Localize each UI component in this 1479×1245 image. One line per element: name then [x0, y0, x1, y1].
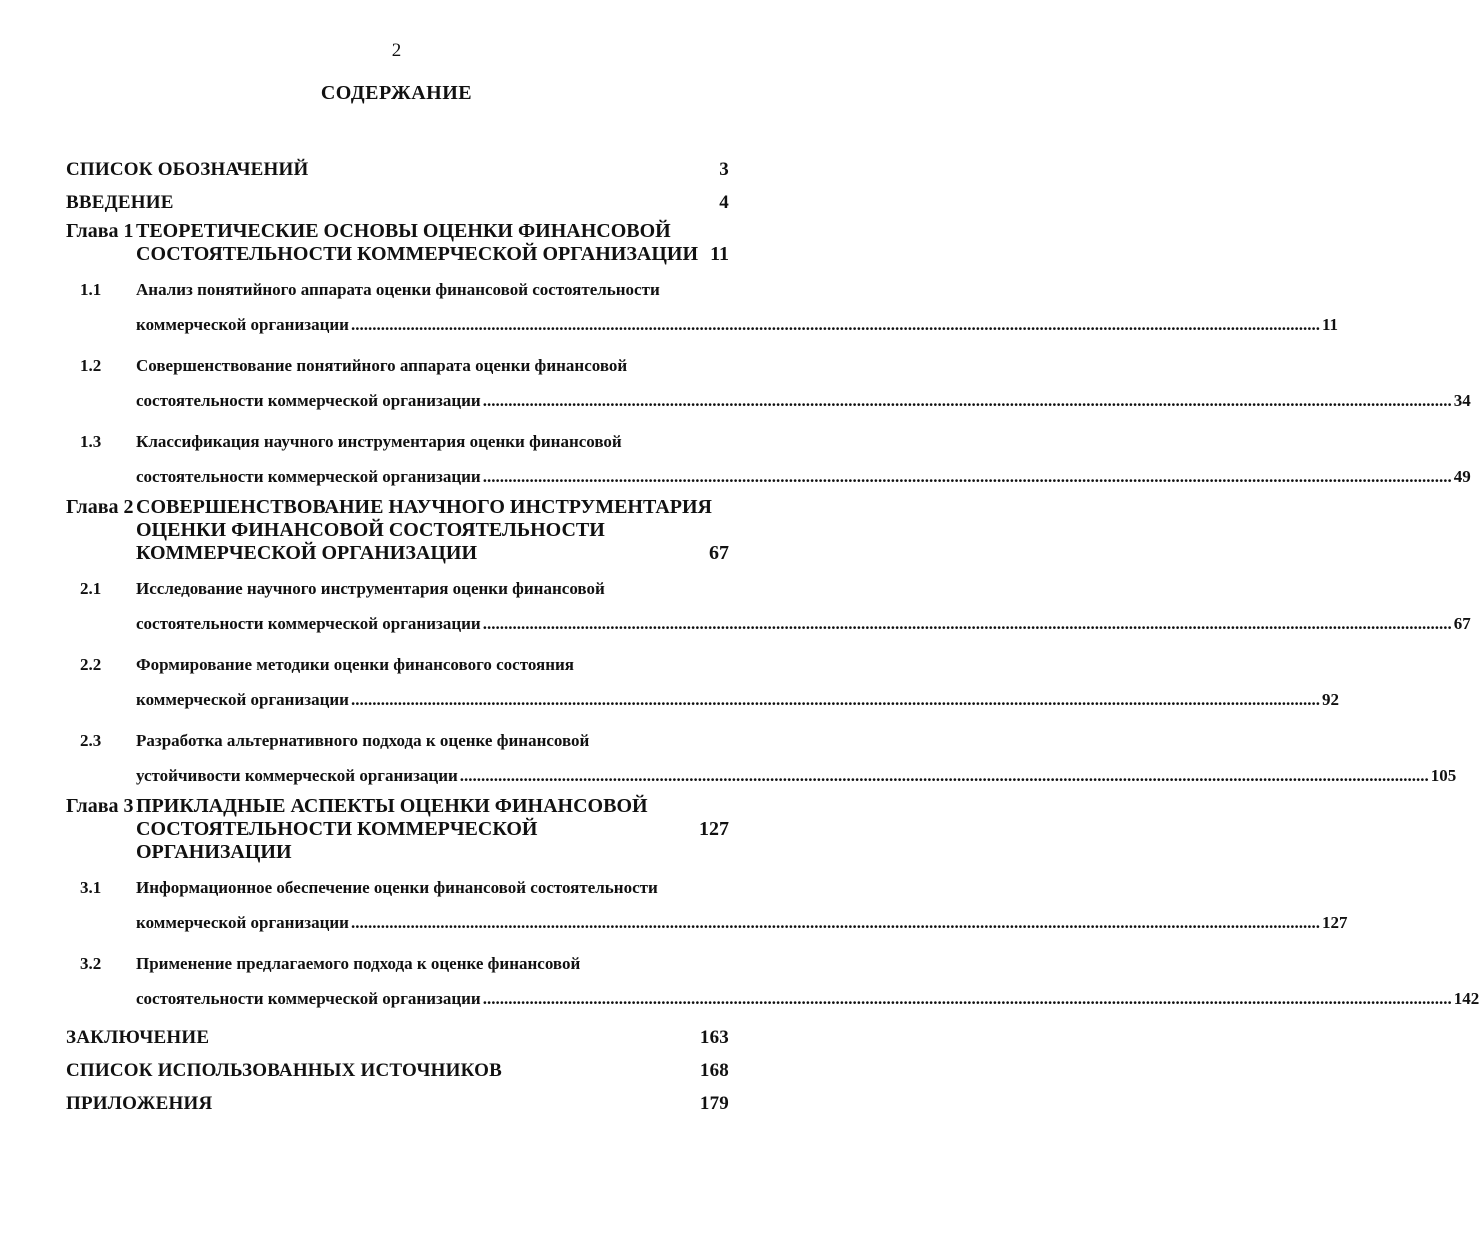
table-of-contents — [66, 148, 1479, 1115]
section-number: 2.2 — [80, 655, 102, 674]
toc-section-2-1[interactable] — [66, 571, 1471, 641]
chapter-title-line: СОВЕРШЕНСТВОВАНИЕ НАУЧНОГО ИНСТРУМЕНТАРИЯ — [136, 496, 712, 518]
section-title-line: состоятельности коммерческой организации — [136, 391, 481, 410]
toc-entry-abbreviations[interactable] — [66, 148, 729, 181]
toc-entry-label: СПИСОК ОБОЗНАЧЕНИЙ — [66, 159, 309, 180]
toc-section-1-3[interactable] — [66, 424, 1471, 494]
section-title-line: коммерческой организации — [136, 913, 349, 932]
section-number: 1.1 — [80, 280, 102, 299]
dot-leader — [351, 905, 1320, 940]
toc-entry-page: 3 — [719, 159, 729, 180]
section-title-line: коммерческой организации — [136, 315, 349, 334]
section-title-line: устойчивости коммерческой организации — [136, 766, 458, 785]
dot-leader — [351, 682, 1320, 717]
section-number: 3.2 — [80, 954, 102, 973]
page-number: 2 — [391, 40, 402, 61]
chapter-title-line: СОСТОЯТЕЛЬНОСТИ КОММЕРЧЕСКОЙ ОРГАНИЗАЦИИ — [136, 818, 538, 863]
toc-entry-page: 163 — [699, 1027, 729, 1048]
toc-section-1-1[interactable] — [66, 272, 1339, 342]
chapter-label: Глава 1 — [66, 220, 134, 242]
chapter-title-line: ТЕОРЕТИЧЕСКИЕ ОСНОВЫ ОЦЕНКИ ФИНАНСОВОЙ — [136, 220, 671, 242]
toc-entry-conclusion[interactable] — [66, 1016, 729, 1049]
section-title-line: Формирование методики оценки финансового состояния — [136, 655, 574, 674]
section-title-line: Классификация научного инструментария оценки финансовой — [136, 432, 622, 451]
section-number: 2.1 — [80, 579, 102, 598]
dot-leader — [351, 307, 1320, 342]
dot-leader — [483, 606, 1452, 641]
section-title-line: Совершенствование понятийного аппарата оценки финансовой — [136, 356, 628, 375]
section-title-line: состоятельности коммерческой организации — [136, 989, 481, 1008]
toc-entry-label: ЗАКЛЮЧЕНИЕ — [66, 1027, 210, 1048]
toc-section-3-2[interactable] — [66, 946, 1479, 1016]
section-title-line: состоятельности коммерческой организации — [136, 467, 481, 486]
section-number: 2.3 — [80, 731, 102, 750]
section-title-line: Разработка альтернативного подхода к оценке финансовой — [136, 731, 590, 750]
section-page: 127 — [1321, 913, 1348, 932]
chapter-title-line: ПРИКЛАДНЫЕ АСПЕКТЫ ОЦЕНКИ ФИНАНСОВОЙ — [136, 795, 648, 817]
toc-entry-page: 168 — [699, 1060, 729, 1081]
section-page: 105 — [1430, 766, 1457, 785]
section-page: 92 — [1321, 690, 1339, 709]
toc-chapter-2[interactable] — [66, 496, 729, 565]
section-title-line: Анализ понятийного аппарата оценки финансовой состоятельности — [136, 280, 660, 299]
section-page: 49 — [1453, 467, 1471, 486]
section-page: 67 — [1453, 614, 1471, 633]
toc-entry-label: ВВЕДЕНИЕ — [66, 192, 174, 213]
toc-entry-appendices[interactable] — [66, 1082, 729, 1115]
toc-entry-references[interactable] — [66, 1049, 729, 1082]
chapter-title-line: ОЦЕНКИ ФИНАНСОВОЙ СОСТОЯТЕЛЬНОСТИ — [136, 519, 605, 541]
toc-section-1-2[interactable] — [66, 348, 1471, 418]
chapter-page: 67 — [709, 542, 729, 564]
chapter-label: Глава 3 — [66, 795, 134, 817]
dot-leader — [483, 383, 1452, 418]
toc-entry-page: 4 — [719, 192, 729, 213]
section-title-line: Применение предлагаемого подхода к оценке финансовой — [136, 954, 581, 973]
section-title-line: Информационное обеспечение оценки финансовой состоятельности — [136, 878, 658, 897]
toc-section-2-3[interactable] — [66, 723, 1457, 793]
section-page: 11 — [1321, 315, 1339, 334]
dot-leader — [483, 459, 1452, 494]
section-number: 3.1 — [80, 878, 102, 897]
section-number: 1.2 — [80, 356, 102, 375]
chapter-title-line: КОММЕРЧЕСКОЙ ОРГАНИЗАЦИИ — [136, 542, 477, 564]
toc-section-3-1[interactable] — [66, 870, 1348, 940]
toc-chapter-3[interactable] — [66, 795, 729, 864]
toc-entry-label: СПИСОК ИСПОЛЬЗОВАННЫХ ИСТОЧНИКОВ — [66, 1060, 502, 1081]
toc-entry-introduction[interactable] — [66, 181, 729, 214]
dot-leader — [483, 981, 1452, 1016]
chapter-title-line: СОСТОЯТЕЛЬНОСТИ КОММЕРЧЕСКОЙ ОРГАНИЗАЦИИ — [136, 243, 699, 265]
page-title: СОДЕРЖАНИЕ — [320, 82, 473, 104]
toc-entry-page: 179 — [699, 1093, 729, 1114]
toc-chapter-1[interactable] — [66, 220, 729, 266]
section-page: 142 — [1453, 989, 1479, 1008]
section-title-line: коммерческой организации — [136, 690, 349, 709]
section-title-line: состоятельности коммерческой организации — [136, 614, 481, 633]
section-title-line: Исследование научного инструментария оценки финансовой — [136, 579, 605, 598]
chapter-page: 11 — [710, 243, 729, 265]
dot-leader — [460, 758, 1429, 793]
section-number: 1.3 — [80, 432, 102, 451]
toc-entry-label: ПРИЛОЖЕНИЯ — [66, 1093, 213, 1114]
section-page: 34 — [1453, 391, 1471, 410]
chapter-label: Глава 2 — [66, 496, 134, 518]
toc-section-2-2[interactable] — [66, 647, 1339, 717]
chapter-page: 127 — [699, 818, 729, 840]
